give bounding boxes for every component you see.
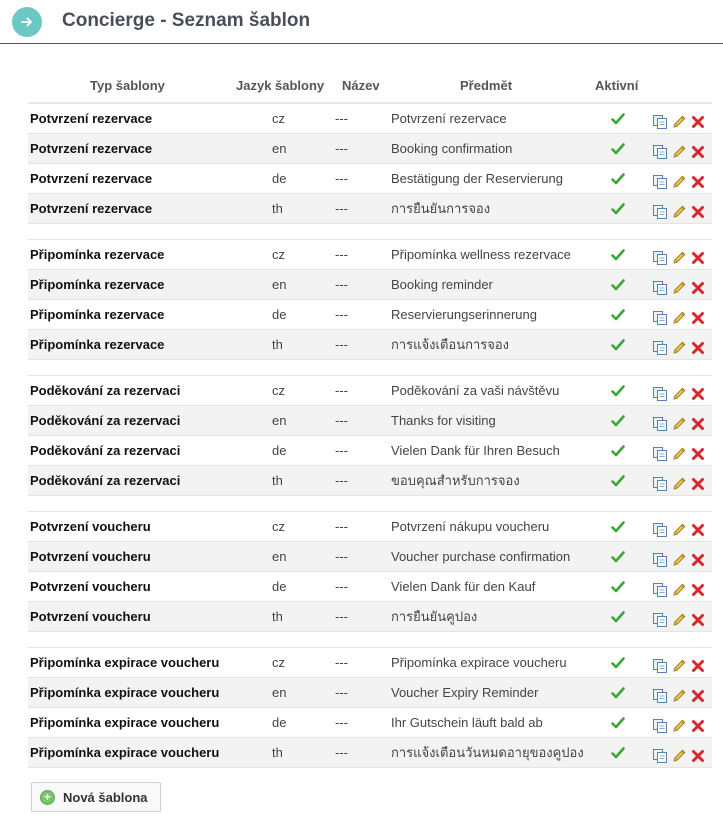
row-actions <box>652 685 706 701</box>
cell-type: Poděkování za rezervaci <box>30 383 181 398</box>
cell-type: Připomínka expirace voucheru <box>30 685 220 700</box>
pencil-icon[interactable] <box>671 141 687 157</box>
cell-type: Připomínka rezervace <box>30 307 165 322</box>
cell-subject: การยืนยันการจอง <box>391 201 491 216</box>
column-header-type[interactable]: Typ šablony <box>90 78 165 93</box>
copy-icon[interactable] <box>652 715 668 731</box>
table-row[interactable] <box>28 376 712 406</box>
cell-type: Potvrzení voucheru <box>30 579 151 594</box>
cell-type: Potvrzení rezervace <box>30 111 153 126</box>
pencil-icon[interactable] <box>671 473 687 489</box>
checkmark-icon <box>610 337 626 353</box>
checkmark-icon <box>610 655 626 671</box>
table-row[interactable] <box>28 512 712 542</box>
checkmark-icon <box>610 383 626 399</box>
cell-name: --- <box>335 247 348 262</box>
table-row[interactable] <box>28 602 712 632</box>
pencil-icon[interactable] <box>671 383 687 399</box>
delete-icon[interactable] <box>690 473 706 489</box>
cell-name: --- <box>335 383 348 398</box>
row-actions <box>652 383 706 399</box>
cell-subject: Potvrzení rezervace <box>391 111 507 126</box>
delete-icon[interactable] <box>690 685 706 701</box>
cell-type: Poděkování za rezervaci <box>30 443 181 458</box>
copy-icon[interactable] <box>652 201 668 217</box>
group-separator <box>28 496 712 512</box>
pencil-icon[interactable] <box>671 413 687 429</box>
table-row[interactable] <box>28 300 712 330</box>
row-actions <box>652 745 706 761</box>
copy-icon[interactable] <box>652 443 668 459</box>
cell-type: Potvrzení rezervace <box>30 171 153 186</box>
delete-icon[interactable] <box>690 141 706 157</box>
cell-subject: Vielen Dank für Ihren Besuch <box>391 443 560 458</box>
row-actions <box>652 201 706 217</box>
checkmark-icon <box>610 201 626 217</box>
checkmark-icon <box>610 685 626 701</box>
delete-icon[interactable] <box>690 745 706 761</box>
copy-icon[interactable] <box>652 141 668 157</box>
table-row[interactable] <box>28 436 712 466</box>
page-title: Concierge - Seznam šablon <box>62 10 311 31</box>
pencil-icon[interactable] <box>671 277 687 293</box>
delete-icon[interactable] <box>690 277 706 293</box>
delete-icon[interactable] <box>690 247 706 263</box>
delete-icon[interactable] <box>690 519 706 535</box>
checkmark-icon <box>610 111 626 127</box>
group-separator <box>28 224 712 240</box>
cell-subject: Voucher purchase confirmation <box>391 549 571 564</box>
table-row[interactable] <box>28 270 712 300</box>
cell-language: cz <box>272 655 285 670</box>
cell-subject: Připomínka expirace voucheru <box>391 655 567 670</box>
copy-icon[interactable] <box>652 519 668 535</box>
new-template-label: Nová šablona <box>63 789 148 805</box>
cell-type: Potvrzení voucheru <box>30 549 151 564</box>
table-row[interactable] <box>28 330 712 360</box>
row-actions <box>652 655 706 671</box>
checkmark-icon <box>610 307 626 323</box>
table-row[interactable] <box>28 194 712 224</box>
column-header-name[interactable]: Název <box>342 78 380 93</box>
cell-subject: Potvrzení nákupu voucheru <box>391 519 550 534</box>
delete-icon[interactable] <box>690 413 706 429</box>
table-row[interactable] <box>28 648 712 678</box>
row-actions <box>652 549 706 565</box>
cell-name: --- <box>335 171 348 186</box>
new-template-button[interactable] <box>31 782 161 812</box>
cell-language: cz <box>272 111 285 126</box>
column-header-subject[interactable]: Předmět <box>460 78 513 93</box>
table-row[interactable] <box>28 738 712 768</box>
cell-language: cz <box>272 383 285 398</box>
cell-subject: Thanks for visiting <box>391 413 496 428</box>
table-row[interactable] <box>28 466 712 496</box>
cell-language: de <box>272 171 287 186</box>
table-row[interactable] <box>28 542 712 572</box>
checkmark-icon <box>610 609 626 625</box>
page-header <box>0 0 723 44</box>
cell-type: Připomínka expirace voucheru <box>30 715 220 730</box>
checkmark-icon <box>610 715 626 731</box>
copy-icon[interactable] <box>652 655 668 671</box>
cell-name: --- <box>335 609 348 624</box>
row-actions <box>652 307 706 323</box>
row-actions <box>652 519 706 535</box>
cell-type: Potvrzení voucheru <box>30 519 151 534</box>
checkmark-icon <box>610 277 626 293</box>
group-separator <box>28 360 712 376</box>
delete-icon[interactable] <box>690 171 706 187</box>
pencil-icon[interactable] <box>671 609 687 625</box>
delete-icon[interactable] <box>690 715 706 731</box>
cell-language: de <box>272 579 287 594</box>
delete-icon[interactable] <box>690 383 706 399</box>
copy-icon[interactable] <box>652 579 668 595</box>
cell-name: --- <box>335 277 348 292</box>
checkmark-icon <box>610 171 626 187</box>
row-actions <box>652 609 706 625</box>
delete-icon[interactable] <box>690 609 706 625</box>
pencil-icon[interactable] <box>671 715 687 731</box>
pencil-icon[interactable] <box>671 745 687 761</box>
copy-icon[interactable] <box>652 277 668 293</box>
column-header-language[interactable]: Jazyk šablony <box>236 78 325 93</box>
delete-icon[interactable] <box>690 443 706 459</box>
cell-name: --- <box>335 549 348 564</box>
copy-icon[interactable] <box>652 383 668 399</box>
table-row[interactable] <box>28 240 712 270</box>
delete-icon[interactable] <box>690 201 706 217</box>
copy-icon[interactable] <box>652 307 668 323</box>
column-header-active[interactable]: Aktivní <box>595 78 639 93</box>
copy-icon[interactable] <box>652 413 668 429</box>
cell-name: --- <box>335 685 348 700</box>
table-row[interactable] <box>28 708 712 738</box>
cell-subject: ขอบคุณสำหรับการจอง <box>391 473 520 488</box>
cell-subject: Ihr Gutschein läuft bald ab <box>391 715 543 730</box>
delete-icon[interactable] <box>690 549 706 565</box>
row-actions <box>652 715 706 731</box>
pencil-icon[interactable] <box>671 685 687 701</box>
copy-icon[interactable] <box>652 171 668 187</box>
cell-name: --- <box>335 337 348 352</box>
delete-icon[interactable] <box>690 579 706 595</box>
arrow-right-icon[interactable] <box>12 7 42 37</box>
cell-subject: Booking reminder <box>391 277 493 292</box>
cell-name: --- <box>335 111 348 126</box>
cell-language: en <box>272 685 287 700</box>
cell-name: --- <box>335 715 348 730</box>
pencil-icon[interactable] <box>671 655 687 671</box>
row-actions <box>652 171 706 187</box>
cell-subject: การแจ้งเตือนวันหมดอายุของคูปอง <box>391 745 584 760</box>
copy-icon[interactable] <box>652 685 668 701</box>
cell-subject: การยืนยันคูปอง <box>391 609 478 624</box>
cell-name: --- <box>335 745 348 760</box>
row-actions <box>652 141 706 157</box>
cell-type: Připomínka rezervace <box>30 247 165 262</box>
table-row[interactable] <box>28 572 712 602</box>
cell-name: --- <box>335 655 348 670</box>
cell-language: th <box>272 609 283 624</box>
cell-type: Potvrzení voucheru <box>30 609 151 624</box>
row-actions <box>652 247 706 263</box>
pencil-icon[interactable] <box>671 519 687 535</box>
pencil-icon[interactable] <box>671 171 687 187</box>
pencil-icon[interactable] <box>671 201 687 217</box>
cell-language: th <box>272 473 283 488</box>
plus-circle-icon: + <box>40 790 55 805</box>
copy-icon[interactable] <box>652 549 668 565</box>
cell-type: Potvrzení rezervace <box>30 201 153 216</box>
cell-name: --- <box>335 519 348 534</box>
pencil-icon[interactable] <box>671 307 687 323</box>
row-actions <box>652 579 706 595</box>
pencil-icon[interactable] <box>671 111 687 127</box>
cell-type: Poděkování za rezervaci <box>30 413 181 428</box>
cell-subject: การแจ้งเตือนการจอง <box>391 337 510 352</box>
cell-language: th <box>272 337 283 352</box>
table-row[interactable] <box>28 678 712 708</box>
cell-subject: Voucher Expiry Reminder <box>391 685 539 700</box>
row-actions <box>652 277 706 293</box>
copy-icon[interactable] <box>652 473 668 489</box>
checkmark-icon <box>610 247 626 263</box>
row-actions <box>652 111 706 127</box>
cell-subject: Reservierungserinnerung <box>391 307 537 322</box>
cell-subject: Vielen Dank für den Kauf <box>391 579 536 594</box>
cell-subject: Poděkování za vaši návštěvu <box>391 383 560 398</box>
cell-type: Připomínka rezervace <box>30 337 165 352</box>
cell-language: de <box>272 443 287 458</box>
cell-name: --- <box>335 141 348 156</box>
delete-icon[interactable] <box>690 655 706 671</box>
copy-icon[interactable] <box>652 247 668 263</box>
pencil-icon[interactable] <box>671 549 687 565</box>
cell-language: en <box>272 277 287 292</box>
cell-subject: Bestätigung der Reservierung <box>391 171 563 186</box>
cell-language: cz <box>272 247 285 262</box>
table-row[interactable] <box>28 406 712 436</box>
cell-name: --- <box>335 579 348 594</box>
cell-name: --- <box>335 413 348 428</box>
pencil-icon[interactable] <box>671 443 687 459</box>
table-header <box>28 78 712 100</box>
cell-type: Potvrzení rezervace <box>30 141 153 156</box>
cell-name: --- <box>335 473 348 488</box>
delete-icon[interactable] <box>690 337 706 353</box>
checkmark-icon <box>610 549 626 565</box>
cell-language: th <box>272 201 283 216</box>
checkmark-icon <box>610 519 626 535</box>
checkmark-icon <box>610 141 626 157</box>
cell-type: Připomínka rezervace <box>30 277 165 292</box>
cell-type: Připomínka expirace voucheru <box>30 745 220 760</box>
cell-type: Poděkování za rezervaci <box>30 473 181 488</box>
table-row[interactable] <box>28 104 712 134</box>
templates-table <box>28 102 712 768</box>
cell-language: de <box>272 307 287 322</box>
checkmark-icon <box>610 473 626 489</box>
cell-language: de <box>272 715 287 730</box>
cell-language: en <box>272 413 287 428</box>
row-actions <box>652 337 706 353</box>
row-actions <box>652 443 706 459</box>
table-row[interactable] <box>28 134 712 164</box>
cell-type: Připomínka expirace voucheru <box>30 655 220 670</box>
cell-language: cz <box>272 519 285 534</box>
copy-icon[interactable] <box>652 745 668 761</box>
pencil-icon[interactable] <box>671 579 687 595</box>
pencil-icon[interactable] <box>671 337 687 353</box>
cell-language: th <box>272 745 283 760</box>
checkmark-icon <box>610 579 626 595</box>
group-separator <box>28 632 712 648</box>
cell-name: --- <box>335 307 348 322</box>
cell-language: en <box>272 141 287 156</box>
delete-icon[interactable] <box>690 307 706 323</box>
checkmark-icon <box>610 443 626 459</box>
copy-icon[interactable] <box>652 111 668 127</box>
checkmark-icon <box>610 413 626 429</box>
row-actions <box>652 473 706 489</box>
cell-name: --- <box>335 201 348 216</box>
copy-icon[interactable] <box>652 609 668 625</box>
table-row[interactable] <box>28 164 712 194</box>
pencil-icon[interactable] <box>671 247 687 263</box>
delete-icon[interactable] <box>690 111 706 127</box>
row-actions <box>652 413 706 429</box>
cell-name: --- <box>335 443 348 458</box>
copy-icon[interactable] <box>652 337 668 353</box>
cell-language: en <box>272 549 287 564</box>
checkmark-icon <box>610 745 626 761</box>
cell-subject: Připomínka wellness rezervace <box>391 247 571 262</box>
cell-subject: Booking confirmation <box>391 141 513 156</box>
